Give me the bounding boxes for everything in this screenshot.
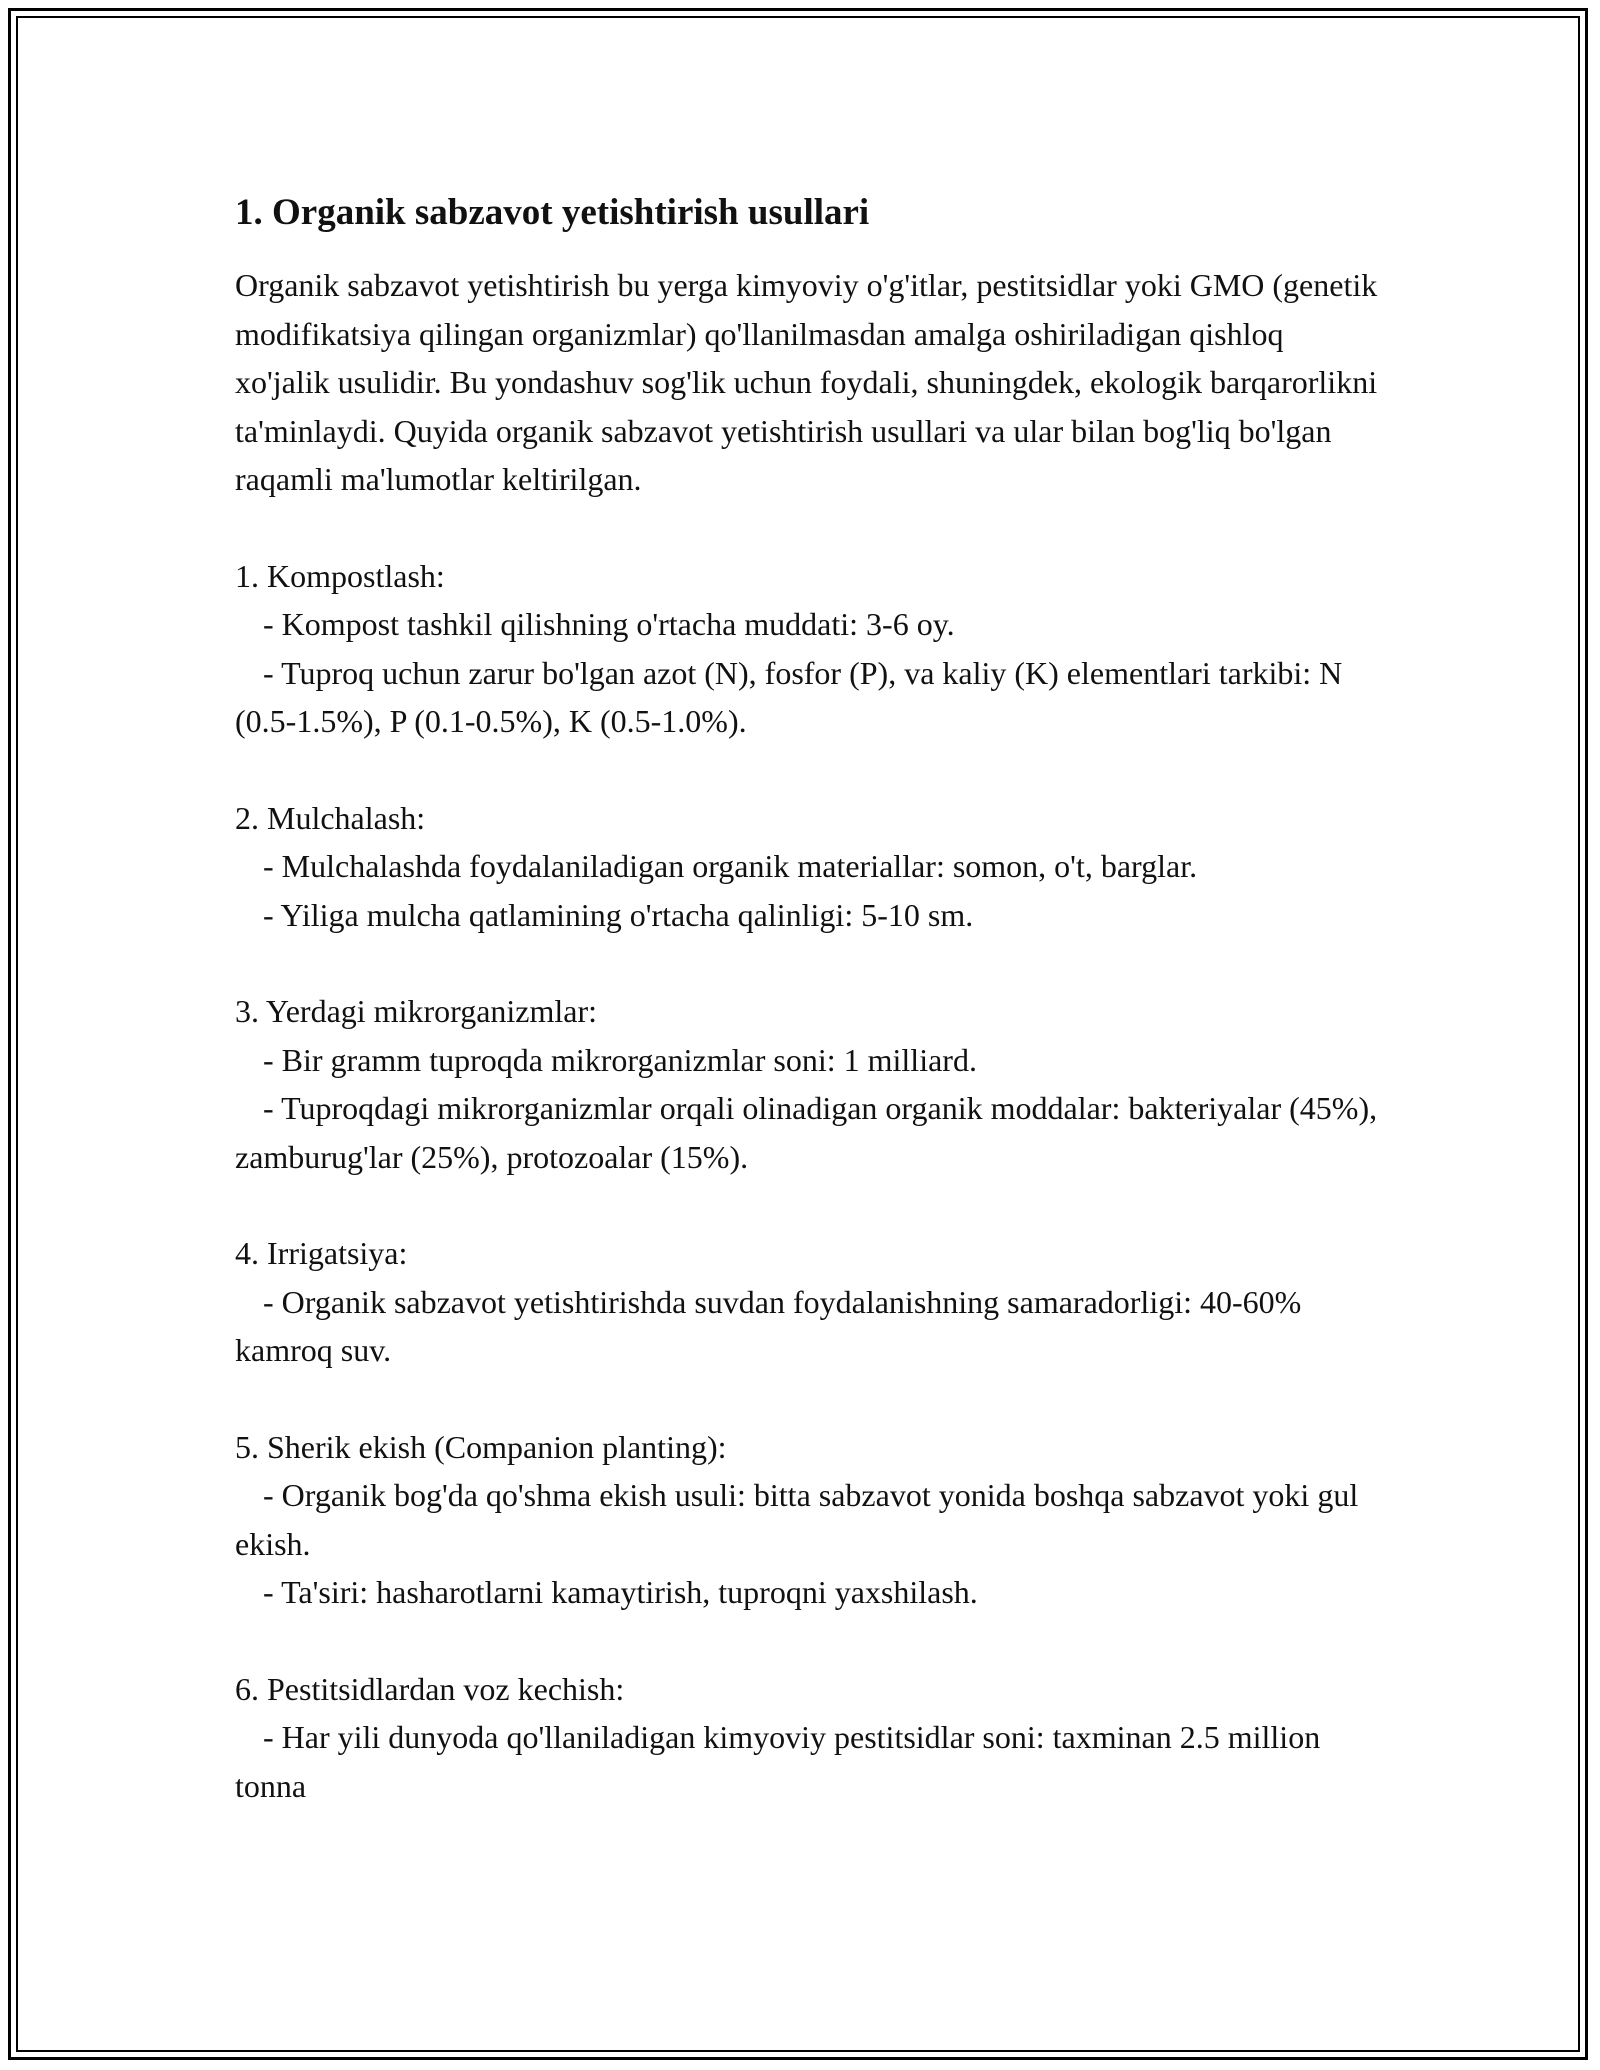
section-irrigatsiya	[235, 1229, 1385, 1375]
section-heading: 1. Kompostlash:	[235, 557, 445, 594]
section-mulchalash	[235, 794, 1385, 940]
section-heading: 5. Sherik ekish (Companion planting):	[235, 1428, 727, 1465]
section-heading: 6. Pestitsidlardan voz kechish:	[235, 1670, 625, 1707]
intro-paragraph: Organik sabzavot yetishtirish bu yerga kimyoviy o'g'itlar, pestitsidlar yoki GMO (genetik modifikatsiya qilingan organizmlar) qo'llanilmasdan amalga oshiriladigan qishloq xo'jalik usulidir. Bu yondashuv sog'lik uchun foydali, shuningdek, ekologik barqarorlikni ta'minlaydi. Quyida organik sabzavot yetishtirish usullari va ular bilan bog'liq bo'lgan raqamli ma'lumotlar keltirilgan.	[235, 267, 1378, 497]
section-item: - Ta'siri: hasharotlarni kamaytirish, tuproqni yaxshilash.	[263, 1574, 978, 1610]
section-item: - Organik sabzavot yetishtirishda suvdan foydalanishning samaradorligi: 40-60% kamroq suv.	[235, 1283, 1302, 1368]
section-pestitsidlar	[235, 1665, 1385, 1811]
document-body	[235, 185, 1385, 1810]
section-item: - Organik bog'da qo'shma ekish usuli: bitta sabzavot yonida boshqa sabzavot yoki gul ekish.	[235, 1477, 1359, 1562]
section-item: - Bir gramm tuproqda mikrorganizmlar soni: 1 milliard.	[263, 1041, 977, 1078]
section-heading: 4. Irrigatsiya:	[235, 1235, 408, 1271]
section-mikrorganizmlar	[235, 987, 1385, 1181]
section-item: - Tuproq uchun zarur bo'lgan azot (N), fosfor (P), va kaliy (K) elementlari tarkibi: N (0.5-1.5%), P (0.1-0.5%), K (0.5-1.0%).	[235, 654, 1343, 739]
section-heading: 2. Mulchalash:	[235, 799, 426, 836]
section-item: - Kompost tashkil qilishning o'rtacha muddati: 3-6 oy.	[263, 606, 955, 642]
section-heading: 3. Yerdagi mikrorganizmlar:	[235, 993, 598, 1029]
section-item: - Har yili dunyoda qo'llaniladigan kimyoviy pestitsidlar soni: taxminan 2.5 million tonna	[235, 1719, 1321, 1804]
section-sherik-ekish	[235, 1423, 1385, 1617]
section-kompostlash	[235, 552, 1385, 746]
section-item: - Mulchalashda foydalaniladigan organik materiallar: somon, o't, barglar.	[263, 848, 1198, 884]
section-item: - Yiliga mulcha qatlamining o'rtacha qalinligi: 5-10 sm.	[263, 896, 974, 933]
document-title: 1. Organik sabzavot yetishtirish usullari	[235, 192, 870, 233]
section-item: - Tuproqdagi mikrorganizmlar orqali olinadigan organik moddalar: bakteriyalar (45%), zamburug'lar (25%), protozoalar (15%).	[235, 1090, 1378, 1175]
